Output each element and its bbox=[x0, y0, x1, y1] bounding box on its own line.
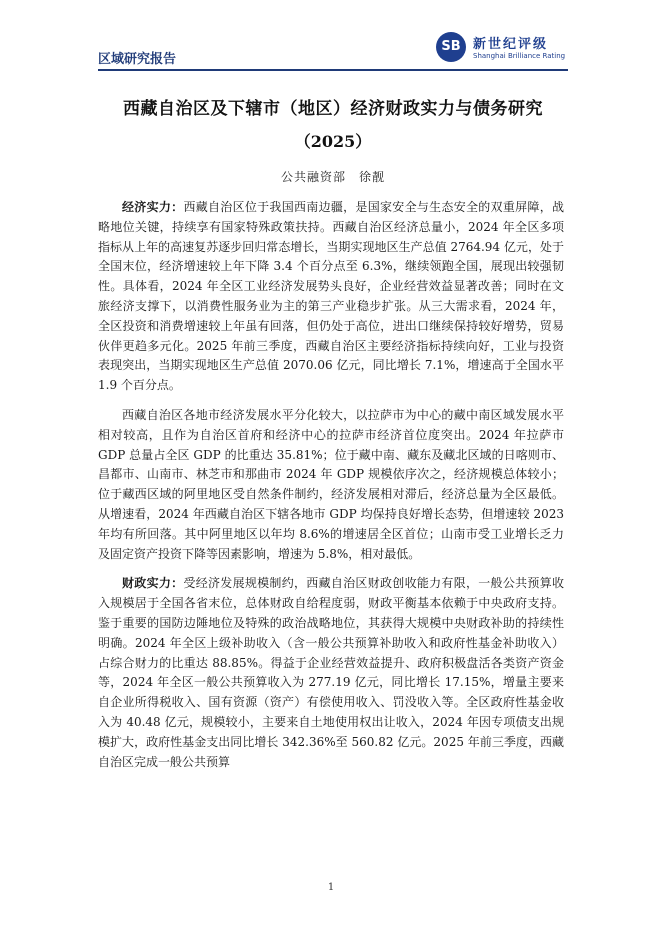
logo-chinese-name: 新世纪评级 bbox=[473, 37, 549, 52]
page-number: 1 bbox=[327, 882, 335, 893]
paragraph-lead: 财政实力： bbox=[122, 576, 184, 591]
paragraph-fiscal-strength bbox=[98, 574, 564, 772]
document-year: （2025） bbox=[294, 132, 372, 151]
document-title: 西藏自治区及下辖市（地区）经济财政实力与债务研究 bbox=[123, 99, 543, 119]
page-header bbox=[98, 30, 568, 68]
logo-english-name: Shanghai Brilliance Rating bbox=[473, 52, 566, 60]
paragraph-economic-strength bbox=[98, 198, 564, 396]
logo-mark-icon: SB bbox=[436, 32, 466, 62]
paragraph-lead: 经济实力： bbox=[122, 200, 184, 214]
paragraph-text: 西藏自治区各地市经济发展水平分化较大，以拉萨市为中心的藏中南区域发展水平相对较高，且作为自治区首府和经济中心的拉萨市经济首位度突出。2024 年拉萨市 GDP 总量占全区 GDP 的比重达 35.81%；位于藏中南、藏东及藏北区域的日喀则市、昌都市、山南市、林芝市和那曲市 2024 年 GDP 规模依序次之，经济规模总体较小；位于藏西区域的阿里地区受自然条件制约，经济发展相对滞后，经济总量为全区最低。从增速看，2024 年西藏自治区下辖各地市 GDP 均保持良好增长态势，但增速较 2023 年均有所回落。其中阿里地区以年均 8.6%的增速居全区首位；山南市受工业增长乏力及固定资产投资下降等因素影响，增速为 5.8%，相对最低。 bbox=[98, 407, 564, 561]
paragraph-text: 西藏自治区位于我国西南边疆，是国家安全与生态安全的双重屏障，战略地位关键，持续享有国家特殊政策扶持。西藏自治区经济总量小，2024 年全区多项指标从上年的高速复苏逐步回归常态增长，当期实现地区生产总值 2764.94 亿元，处于全国末位，经济增速较上年下降 3.4 个百分点至 6.3%，继续领跑全国，展现出较强韧性。具体看，2024 年全区工业经济发展势头良好，企业经营效益显著改善；同时在文旅经济支撑下，以消费性服务业为主的第三产业稳步扩张。从三大需求看，2024 年，全区投资和消费增速较上年虽有回落，但仍处于高位，进出口继续保持较好增势，贸易伙伴更趋多元化。2025 年前三季度，西藏自治区主要经济指标持续向好，工业与投资表现突出，当期实现地区生产总值 2070.06 亿元，同比增长 7.1%，增速高于全国水平 1.9 个百分点。 bbox=[98, 200, 564, 393]
paragraph-regional-development bbox=[98, 406, 564, 564]
brand-logo bbox=[436, 32, 568, 64]
paragraph-text: 受经济发展规模制约，西藏自治区财政创收能力有限，一般公共预算收入规模居于全国各省末位，总体财政自给程度弱，财政平衡基本依赖于中央政府支持。鉴于重要的国防边陲地位及特殊的政治战略地位，其获得大规模中央财政补助的持续性明确。2024 年全区上级补助收入（含一般公共预算补助收入和政府性基金补助收入）占综合财力的比重达 88.85%。得益于企业经营效益提升、政府积极盘活各类资产资金等，2024 年全区一般公共预算收入为 277.19 亿元，同比增长 17.15%，增量主要来自企业所得税收入、国有资源（资产）有偿使用收入、罚没收入等。全区政府性基金收入为 40.48 亿元，规模较小，主要来自土地使用权出让收入，2024 年因专项债支出规模扩大，政府性基金支出同比增长 342.36%至 560.82 亿元。2025 年前三季度，西藏自治区完成一般公共预算 bbox=[98, 576, 564, 769]
section-title: 区域研究报告 bbox=[98, 52, 177, 67]
report-body bbox=[98, 198, 564, 782]
author-line: 公共融资部 徐靓 bbox=[280, 170, 385, 184]
header-divider bbox=[98, 69, 568, 71]
